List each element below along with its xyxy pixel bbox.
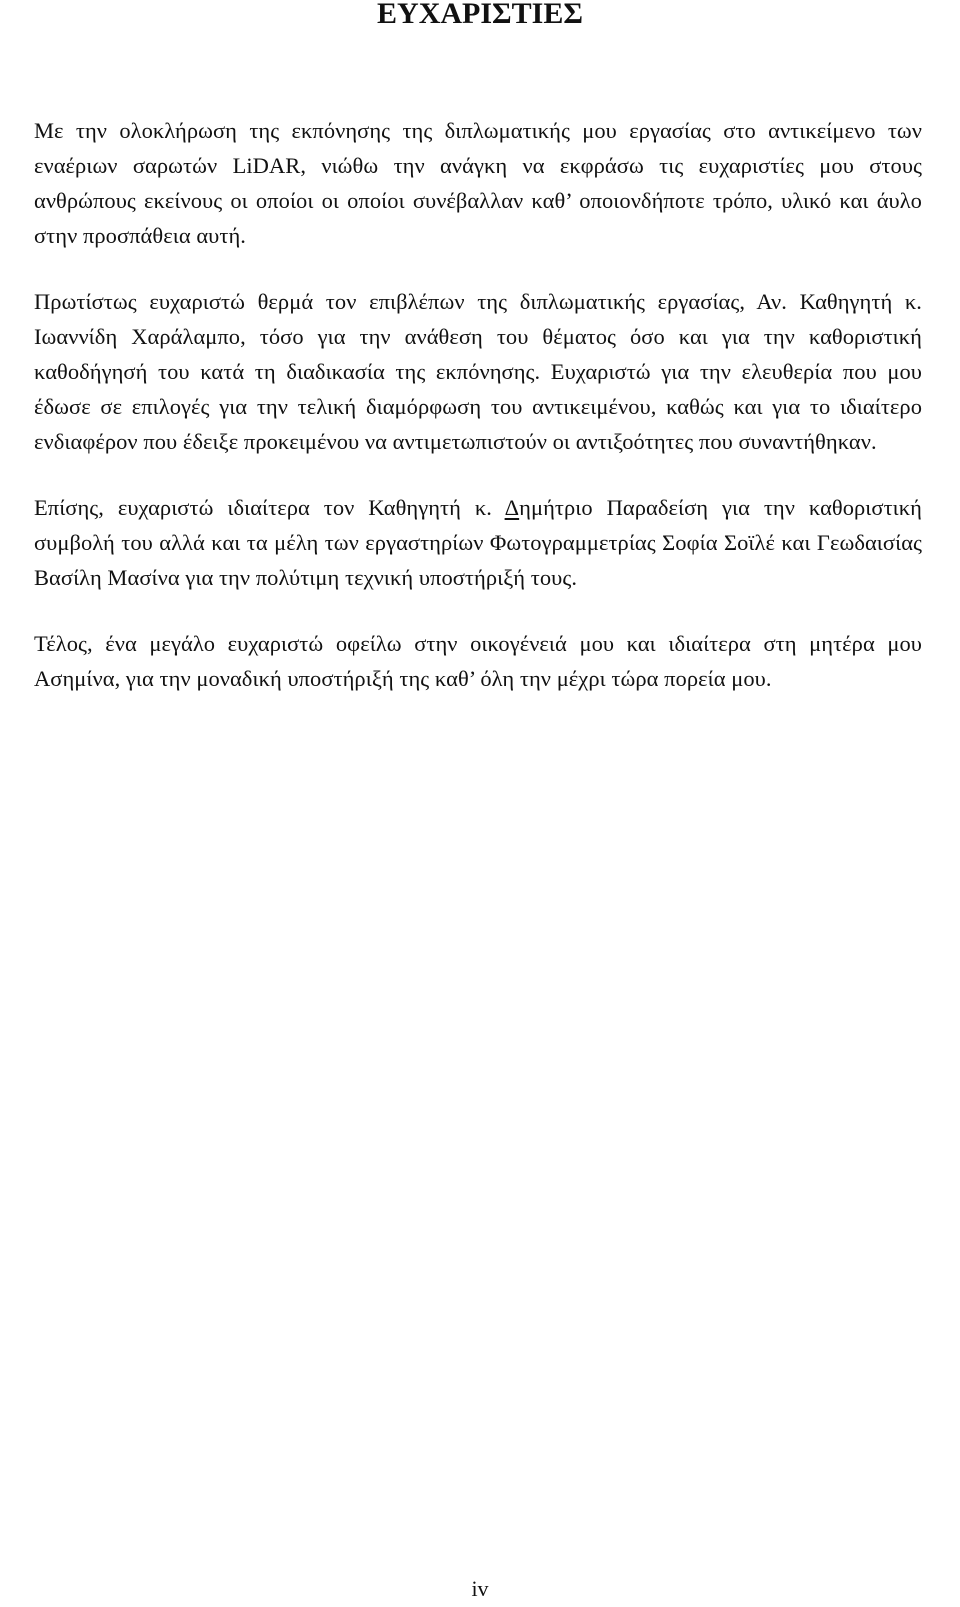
paragraph-professor-rest: ημήτριο Παραδείση για την καθοριστική συμβολή του αλλά και τα μέλη των εργαστηρίων Φωτογραμμετρίας Σοφία Σοϊλέ και Γεωδαισίας Βασίλη Μασίνα για την πολύτιμη τεχνική υποστήριξή τους. xyxy=(34,495,922,590)
acknowledgements-body xyxy=(34,113,922,727)
paragraph-professor xyxy=(34,490,922,595)
paragraph-supervisor: Πρωτίστως ευχαριστώ θερμά τον επιβλέπων της διπλωματικής εργασίας, Αν. Καθηγητή κ. Ιωαννίδη Χαράλαμπο, τόσο για την ανάθεση του θέματος όσο και για την καθοριστική καθοδήγησή του κατά τη διαδικασία της εκπόνησης. Ευχαριστώ για την ελευθερία που μου έδωσε σε επιλογές για την τελική διαμόρφωση του αντικειμένου, καθώς και για το ιδιαίτερο ενδιαφέρον που έδειξε προκειμένου να αντιμετωπιστούν οι αντιξοότητες που συναντήθηκαν. xyxy=(34,289,922,454)
underlined-letter: Δ xyxy=(504,495,520,520)
page-number: iv xyxy=(471,1576,489,1601)
paragraph-family: Τέλος, ένα μεγάλο ευχαριστώ οφείλω στην οικογένειά μου και ιδιαίτερα στη μητέρα μου Ασημίνα, για την μοναδική υποστήριξή της καθ’ όλη την μέχρι τώρα πορεία μου. xyxy=(34,631,922,691)
paragraph-professor-start: Επίσης, ευχαριστώ ιδιαίτερα τον Καθηγητή κ. xyxy=(34,495,505,520)
paragraph-intro: Με την ολοκλήρωση της εκπόνησης της διπλωματικής μου εργασίας στο αντικείμενο των εναέριων σαρωτών LiDAR, νιώθω την ανάγκη να εκφράσω τις ευχαριστίες μου στους ανθρώπους εκείνους οι οποίοι οι οποίοι συνέβαλλαν καθ’ οποιονδήποτε τρόπο, υλικό και άυλο στην προσπάθεια αυτή. xyxy=(34,118,922,248)
page-title: ΕΥΧΑΡΙΣΤΙΕΣ xyxy=(377,0,583,30)
